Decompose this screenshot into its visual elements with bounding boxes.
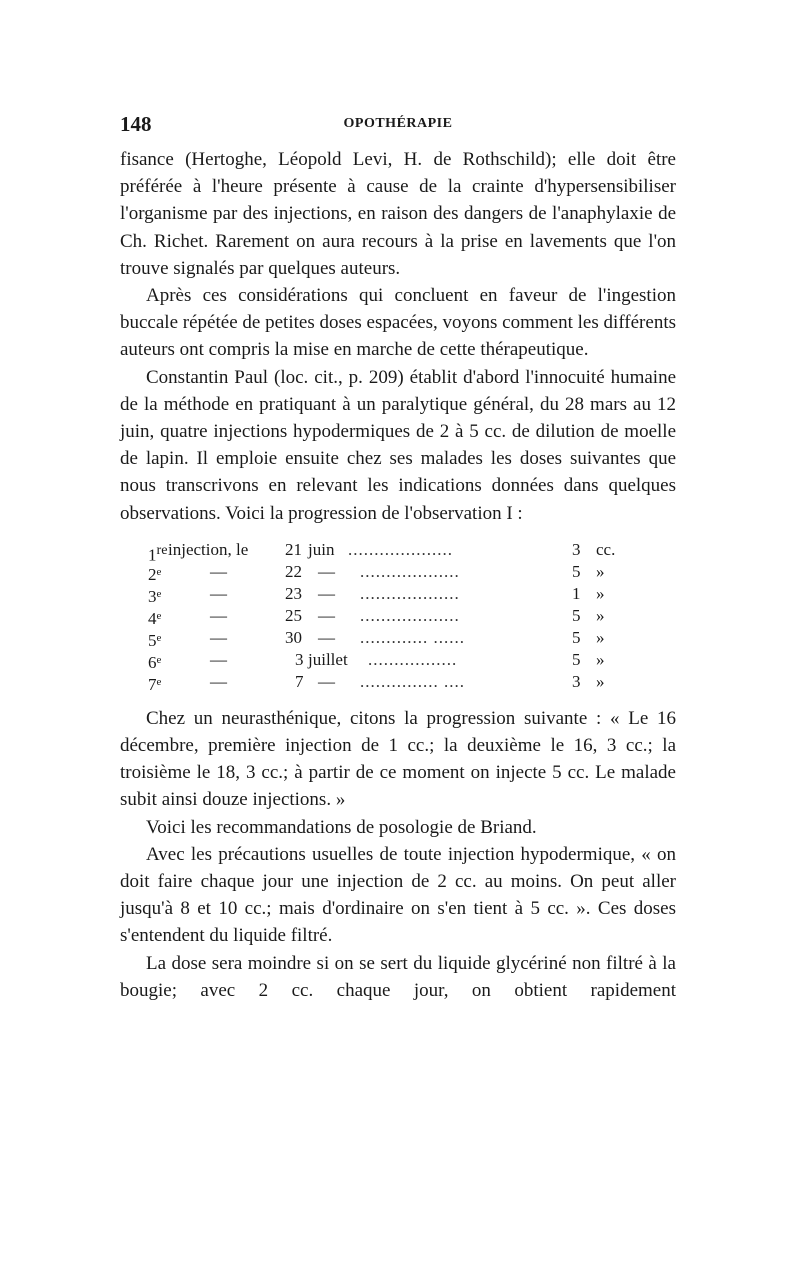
quantity: 1 xyxy=(572,583,581,603)
table-row xyxy=(120,583,676,605)
table-row xyxy=(120,649,676,671)
table-row xyxy=(120,627,676,649)
day: 3 xyxy=(295,649,304,669)
leader-dots: ............... .... xyxy=(360,671,465,691)
paragraph: fisance (Hertoghe, Léopold Levi, H. de Rothschild); elle doit être préférée à l'heure présente à cause de la crainte d'hypersensibiliser l'organisme par des injections, en raison des dangers de l'anaphylaxie de Ch. Richet. Rarement on aura recours à la prise en lavements que l'on trouve signalés par quelques auteurs. xyxy=(120,149,676,279)
leader-dots: ............. ...... xyxy=(360,627,465,647)
leader-dots: ................. xyxy=(368,649,458,669)
injection-progression-table xyxy=(120,539,676,693)
month: — xyxy=(318,605,335,625)
quantity: 5 xyxy=(572,649,581,669)
quantity: 5 xyxy=(572,561,581,581)
unit: » xyxy=(596,583,605,603)
unit: » xyxy=(596,561,605,581)
quantity: 3 xyxy=(572,539,581,559)
day: 21 xyxy=(285,539,302,559)
ditto-dash: — xyxy=(210,583,227,603)
page-header xyxy=(120,112,676,146)
day: 23 xyxy=(285,583,302,603)
month: juillet xyxy=(308,649,348,669)
leader-dots: ................... xyxy=(360,561,460,581)
paragraph: Avec les précautions usuelles de toute injection hypodermique, « on doit faire chaque jour une injection de 2 cc. au moins. On peut aller jusqu'à 8 et 10 cc.; mais d'ordinaire on s'en tient à 5 cc. ». Ces doses s'entendent du liquide filtré. xyxy=(120,843,676,947)
unit: » xyxy=(596,627,605,647)
book-page xyxy=(120,112,676,1004)
day: 22 xyxy=(285,561,302,581)
table-row xyxy=(120,561,676,583)
paragraph: La dose sera moindre si on se sert du liquide glycériné non filtré à la bougie; avec 2 cc. chaque jour, on obtient rapidement xyxy=(120,952,676,1001)
ordinal: 3e xyxy=(148,586,162,606)
leader-dots: .................... xyxy=(348,539,453,559)
paragraph: Après ces considérations qui concluent en faveur de l'ingestion buccale répétée de petites doses espacées, voyons comment les différents auteurs ont compris la mise en marche de cette thérapeutique. xyxy=(120,285,676,361)
ordinal: 6e xyxy=(148,652,162,672)
page-number: 148 xyxy=(120,112,152,136)
ordinal: 2e xyxy=(148,564,162,584)
table-row xyxy=(120,605,676,627)
ditto-dash: — xyxy=(210,649,227,669)
ditto-dash: — xyxy=(210,605,227,625)
ditto-dash: — xyxy=(210,671,227,691)
table-row xyxy=(120,671,676,693)
month: — xyxy=(318,561,335,581)
quantity: 3 xyxy=(572,671,581,691)
running-title: OPOTHÉRAPIE xyxy=(343,116,453,131)
leader-dots: ................... xyxy=(360,583,460,603)
ordinal: 1re xyxy=(148,541,168,565)
month: — xyxy=(318,671,335,691)
leader-dots: ................... xyxy=(360,605,460,625)
paragraph: Chez un neurasthénique, citons la progression suivante : « Le 16 décembre, première injection de 1 cc.; la deuxième le 16, 3 cc.; la troisième le 18, 3 cc.; à partir de ce moment on injecte 5 cc. Le malade subit ainsi douze injections. » xyxy=(120,707,676,811)
unit: cc. xyxy=(596,539,616,559)
unit: » xyxy=(596,671,605,691)
ordinal: 4e xyxy=(148,608,162,628)
table-row xyxy=(120,539,676,565)
row-label: injection, le xyxy=(168,539,249,559)
paragraph: Voici les recommandations de posologie de Briand. xyxy=(146,816,537,838)
unit: » xyxy=(596,605,605,625)
ordinal: 5e xyxy=(148,630,162,650)
quantity: 5 xyxy=(572,627,581,647)
month: — xyxy=(318,583,335,603)
ordinal: 7e xyxy=(148,674,162,694)
ditto-dash: — xyxy=(210,561,227,581)
day: 25 xyxy=(285,605,302,625)
month: — xyxy=(318,627,335,647)
ditto-dash: — xyxy=(210,627,227,647)
month: juin xyxy=(308,539,335,559)
unit: » xyxy=(596,649,605,669)
day: 30 xyxy=(285,627,302,647)
quantity: 5 xyxy=(572,605,581,625)
paragraph: Constantin Paul (loc. cit., p. 209) établit d'abord l'innocuité humaine de la méthode en pratiquant à un paralytique général, du 28 mars au 12 juin, quatre injections hypodermiques de 2 à 5 cc. de dilution de moelle de lapin. Il emploie ensuite chez ses malades les doses suivantes que nous transcrivons en relevant les indications données dans quelques observations. Voici la progression de l'observation I : xyxy=(120,366,676,524)
day: 7 xyxy=(295,671,304,691)
